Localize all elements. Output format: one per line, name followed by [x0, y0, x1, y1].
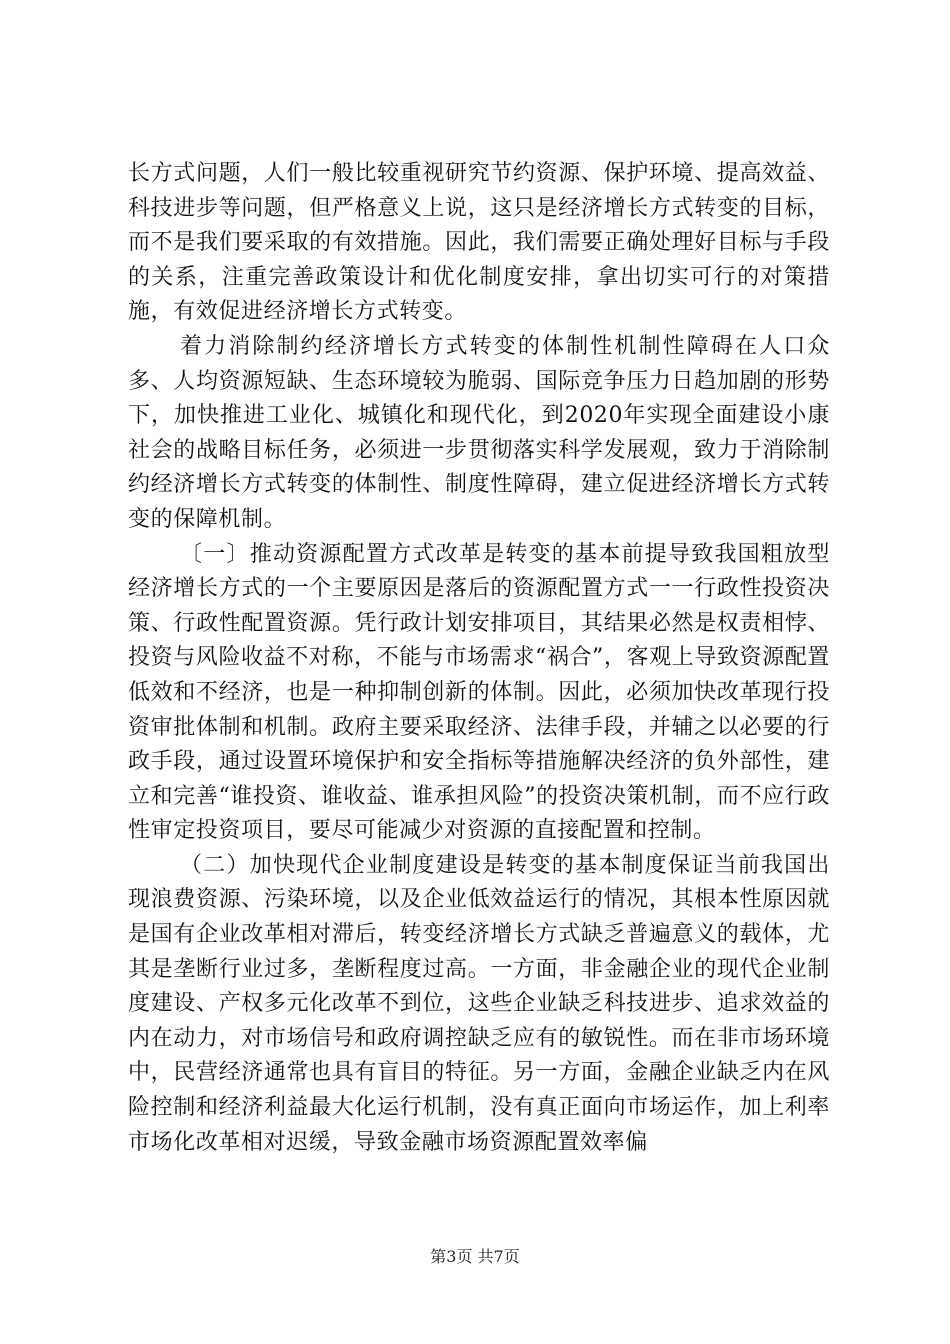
page-number-footer: 第3页 共7页 — [430, 1247, 520, 1266]
paragraph-3: 〔一〕推动资源配置方式改革是转变的基本前提导致我国粗放型经济增长方式的一个主要原因是落后的资源配置方式一一行政性投资决策、行政性配置资源。凭行政计划安排项目，其结果必然是权责相悖、投资与风险收益不对称，不能与市场需求“祸合”，客观上导致资源配置低效和不经济，也是一种抑制创新的体制。因此，必须加快改革现行投资审批体制和机制。政府主要采取经济、法律手段，并辅之以必要的行政手段，通过设置环境保护和安全指标等措施解决经济的负外部性，建立和完善“谁投资、谁收益、谁承担风险”的投资决策机制，而不应行政性审定投资项目，要尽可能减少对资源的直接配置和控制。 — [128, 541, 830, 844]
document-body — [128, 157, 830, 1160]
paragraph-1: 长方式问题，人们一般比较重视研究节约资源、保护环境、提高效益、科技进步等问题，但严格意义上说，这只是经济增长方式转变的目标，而不是我们要采取的有效措施。因此，我们需要正确处理好目标与手段的关系，注重完善政策设计和优化制度安排，拿出切实可行的对策措施，有效促进经济增长方式转变。 — [128, 161, 830, 325]
paragraph-2: 着力消除制约经济增长方式转变的体制性机制性障碍在人口众多、人均资源短缺、生态环境较为脆弱、国际竞争压力日趋加剧的形势下，加快推进工业化、城镇化和现代化，到2020年实现全面建设小康社会的战略目标任务，必须进一步贯彻落实科学发展观，致力于消除制约经济增长方式转变的体制性、制度性障碍，建立促进经济增长方式转变的保障机制。 — [128, 333, 830, 532]
paragraph-4: （二）加快现代企业制度建设是转变的基本制度保证当前我国出现浪费资源、污染环境，以及企业低效益运行的情况，其根本性原因就是国有企业改革相对滞后，转变经济增长方式缺乏普遍意义的载体，尤其是垄断行业过多，垄断程度过高。一方面，非金融企业的现代企业制度建设、产权多元化改革不到位，这些企业缺乏科技进步、追求效益的内在动力，对市场信号和政府调控缺乏应有的敏锐性。而在非市场环境中，民营经济通常也具有盲目的特征。另一方面，金融企业缺乏内在风险控制和经济利益最大化运行机制，没有真正面向市场运作，加上利率市场化改革相对迟缓，导致金融市场资源配置效率偏 — [128, 852, 830, 1155]
